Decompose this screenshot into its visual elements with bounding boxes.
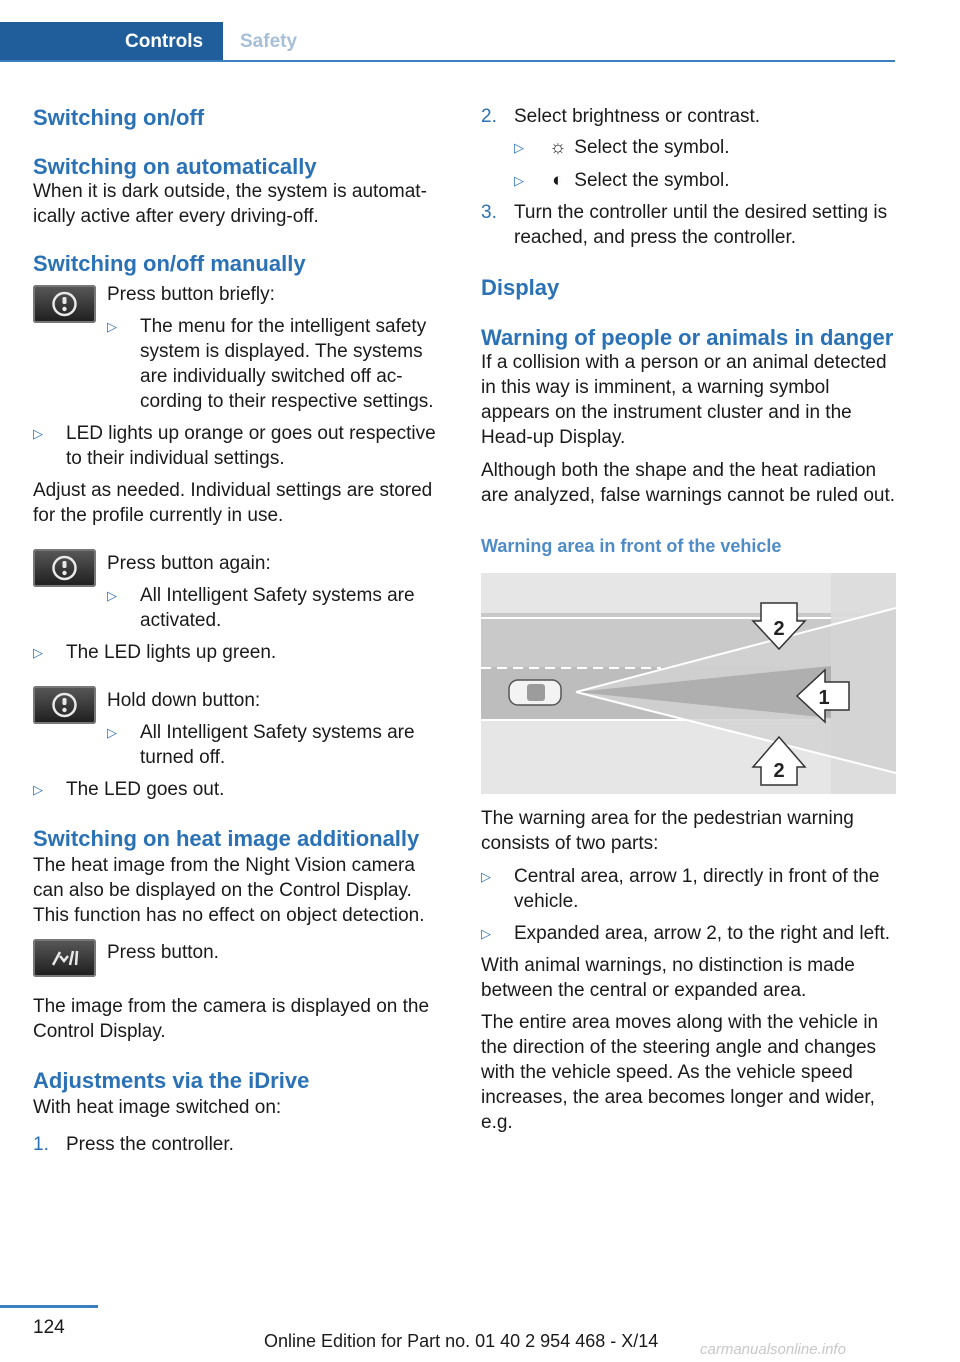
bullet-central: Central area, arrow 1, directly in front of the vehicle. xyxy=(514,866,880,912)
heading-area: Warning area in front of the vehicle xyxy=(481,536,782,556)
triangle-right-icon: ▷ xyxy=(107,725,117,740)
left-column xyxy=(33,100,448,1157)
triangle-right-icon: ▷ xyxy=(107,588,117,603)
list-item xyxy=(514,168,896,193)
list-item xyxy=(481,200,896,250)
sun-icon: ☼ xyxy=(549,137,567,158)
triangle-right-icon: ▷ xyxy=(514,140,524,155)
tab-safety-label: Safety xyxy=(240,31,298,52)
btn2-text: Press button again: xyxy=(107,553,271,574)
right-column xyxy=(481,100,896,1135)
heading-auto: Switching on automatically xyxy=(33,154,317,179)
warning-area-figure xyxy=(481,573,896,794)
list-item xyxy=(107,583,448,633)
para-collision: If a collision with a person or an animal detected in this way is imminent, a warning symbol appears on the instrument cluster and in the Head-up Display. xyxy=(481,352,887,448)
bullet-led-orange: LED lights up orange or goes out respective to their individual settings. xyxy=(66,423,436,469)
triangle-right-icon: ▷ xyxy=(33,782,43,797)
para-idrive: With heat image switched on: xyxy=(33,1097,282,1118)
list-item xyxy=(107,314,448,414)
heading-manual: Switching on/off manually xyxy=(33,251,306,276)
para-area: The warning area for the pedestrian warning consists of two parts: xyxy=(481,808,854,854)
button-row-heat xyxy=(33,940,448,978)
tab-controls-label: Controls xyxy=(125,31,204,52)
list-item xyxy=(481,864,896,914)
bullet-led-out: The LED goes out. xyxy=(66,779,225,800)
para-adjust: Adjust as needed. Individual settings are stored for the profile currently in use. xyxy=(33,480,433,526)
list-item xyxy=(481,921,896,946)
contrast-icon: ◐ xyxy=(552,170,564,191)
step1-num: 1. xyxy=(33,1134,49,1155)
fig-label-2-bottom: 2 xyxy=(773,760,785,782)
watermark: carmanualsonline.info xyxy=(700,1341,846,1358)
step2-num: 2. xyxy=(481,106,497,127)
heading-idrive: Adjustments via the iDrive xyxy=(33,1068,310,1093)
triangle-right-icon: ▷ xyxy=(481,926,491,941)
step3-text: Turn the controller until the desired setting is reached, and press the controller. xyxy=(514,202,888,248)
warning-area-diagram xyxy=(481,573,896,794)
btn1-text: Press button briefly: xyxy=(107,284,275,305)
header-rule xyxy=(0,60,895,62)
para-auto: When it is dark outside, the system is automatically active after every driving-off. xyxy=(33,181,427,227)
triangle-right-icon: ▷ xyxy=(481,869,491,884)
btn1-bullet: The menu for the intelligent safety system is displayed. The systems are individually switched off according to their respective settings. xyxy=(140,316,434,412)
edition-text: Online Edition for Part no. 01 40 2 954 468 - X/14 xyxy=(264,1331,659,1351)
page-header xyxy=(0,22,895,62)
para-camera: The image from the camera is displayed on the Control Display. xyxy=(33,996,430,1042)
bullet-led-green: The LED lights up green. xyxy=(66,642,277,663)
fig-label-2-top: 2 xyxy=(773,618,785,640)
safety-button-icon xyxy=(33,686,96,724)
btn3-bullet: All Intelligent Safety systems are turned off. xyxy=(140,722,415,768)
list-item xyxy=(107,720,448,770)
list-item xyxy=(33,1132,448,1157)
heading-warning: Warning of people or animals in danger xyxy=(481,325,894,350)
triangle-right-icon: ▷ xyxy=(107,319,117,334)
btn4-text: Press button. xyxy=(107,942,219,963)
footer-rule xyxy=(0,1305,98,1308)
triangle-right-icon: ▷ xyxy=(514,173,524,188)
safety-button-icon xyxy=(33,285,96,323)
heading-heat: Switching on heat image additionally xyxy=(33,826,420,851)
button-row-briefly xyxy=(33,282,448,414)
list-item xyxy=(481,104,896,129)
heading-display: Display xyxy=(481,275,560,300)
triangle-right-icon: ▷ xyxy=(33,645,43,660)
button-row-again xyxy=(33,551,448,633)
step2-text: Select brightness or contrast. xyxy=(514,106,761,127)
safety-button-icon xyxy=(33,549,96,587)
sub-brightness: Select the symbol. xyxy=(574,137,730,158)
button-row-hold xyxy=(33,688,448,770)
para-animal: With animal warnings, no distinction is made between the central or expanded area. xyxy=(481,955,855,1001)
list-item xyxy=(33,421,448,471)
para-heat: The heat image from the Night Vision camera can also be displayed on the Control Display. This function has no effect on object detection. xyxy=(33,855,425,926)
tab-controls xyxy=(0,22,223,62)
triangle-right-icon: ▷ xyxy=(33,426,43,441)
btn3-text: Hold down button: xyxy=(107,690,261,711)
btn2-bullet: All Intelligent Safety systems are activated. xyxy=(140,585,415,631)
list-item xyxy=(33,640,448,665)
list-item xyxy=(33,777,448,802)
page-number: 124 xyxy=(33,1317,65,1338)
step1-text: Press the controller. xyxy=(66,1134,234,1155)
heading-switching: Switching on/off xyxy=(33,105,205,130)
fig-label-1: 1 xyxy=(818,687,830,709)
step3-num: 3. xyxy=(481,202,497,223)
para-moves: The entire area moves along with the vehicle in the direction of the steering angle and changes with the vehicle speed. As the vehicle speed increases, the area becomes longer and wider, e.g. xyxy=(481,1012,879,1133)
para-false: Although both the shape and the heat radiation are analyzed, false warnings cannot be ruled out. xyxy=(481,460,896,506)
bullet-expanded: Expanded area, arrow 2, to the right and left. xyxy=(514,923,891,944)
list-item xyxy=(514,135,896,160)
sub-contrast: Select the symbol. xyxy=(574,170,730,191)
night-vision-button-icon xyxy=(33,939,96,977)
